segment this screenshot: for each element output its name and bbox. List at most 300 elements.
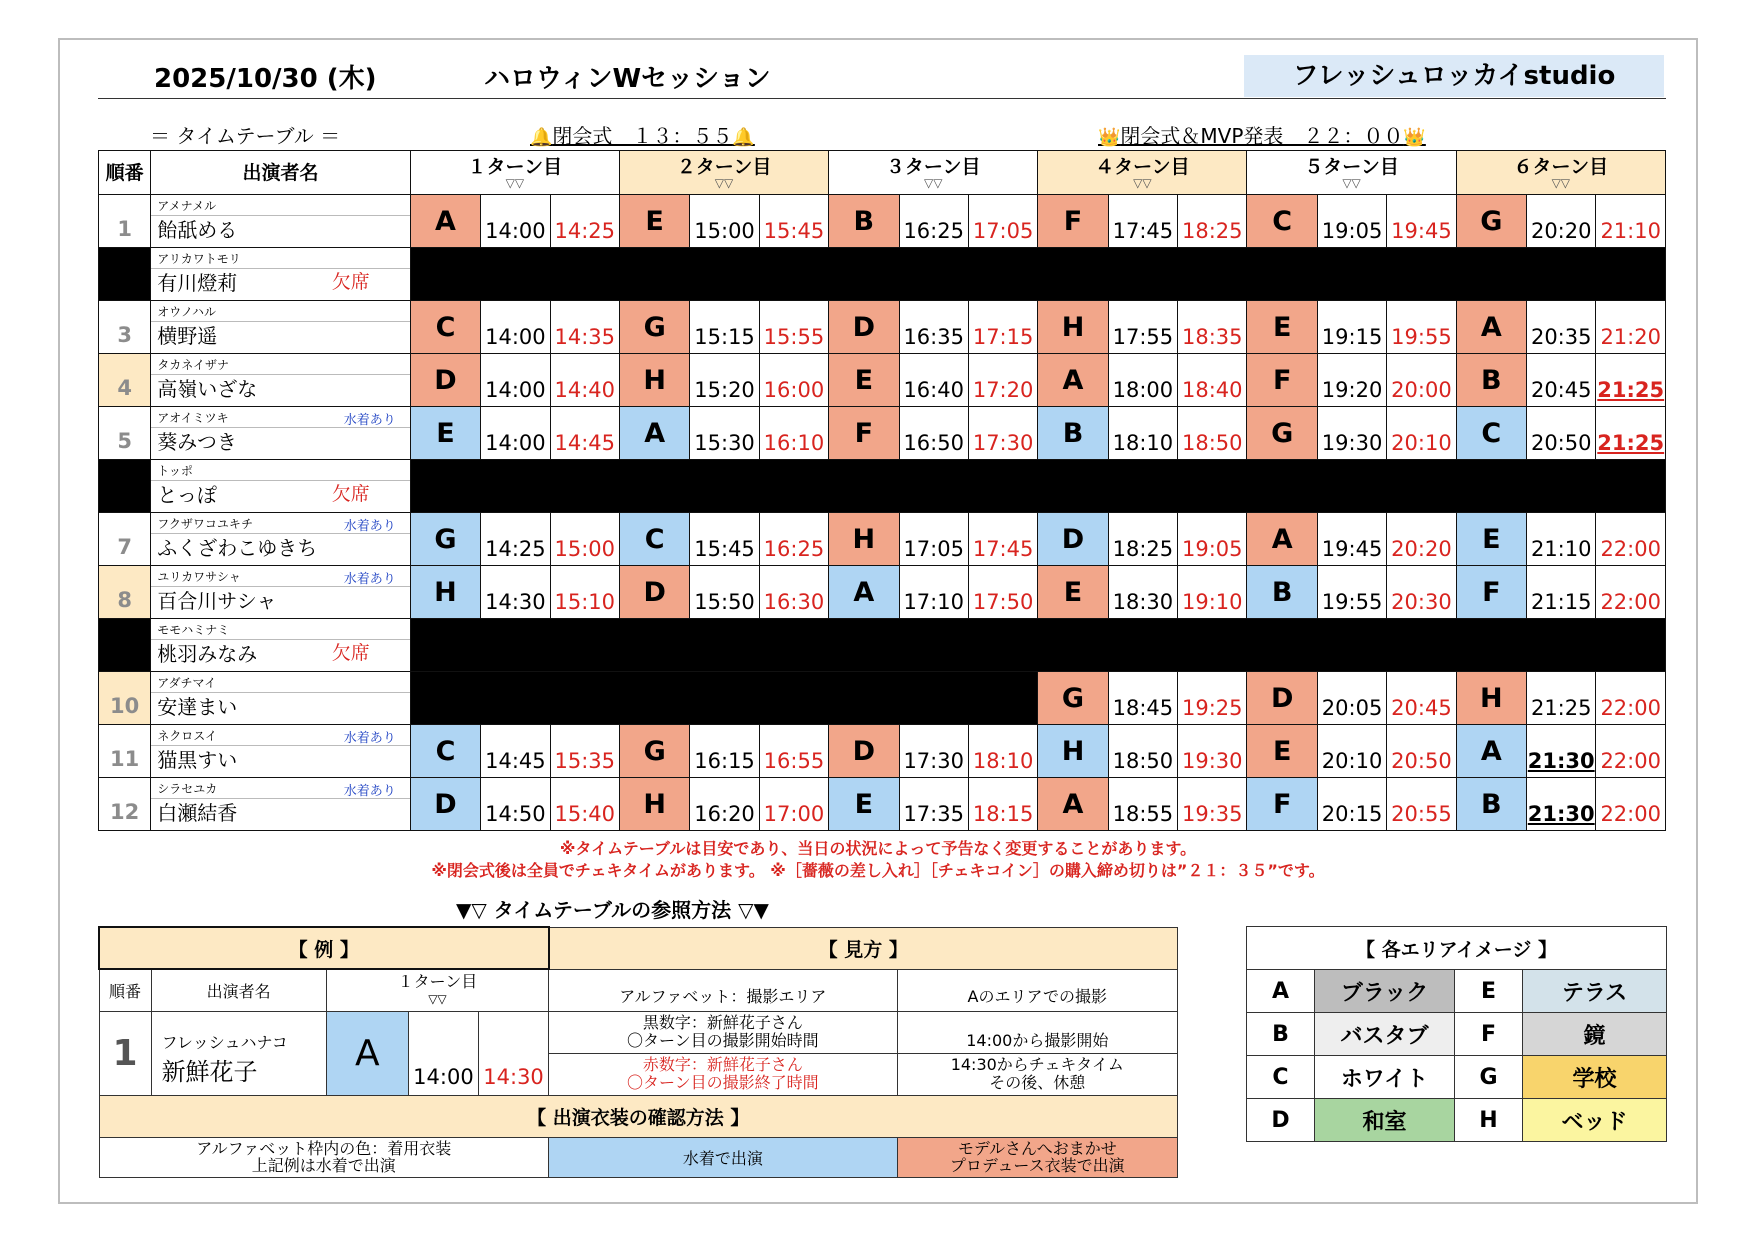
performer-name: 有川燈莉 [157, 271, 238, 295]
area-letter: F [1455, 1013, 1523, 1056]
crown-icon: 👑 [1403, 127, 1426, 148]
area-name: ベッド [1523, 1099, 1667, 1142]
ex-order: 1 [99, 1011, 151, 1095]
slot-end-time: 19:10 [1178, 566, 1247, 619]
performer-cell [151, 248, 410, 301]
slot-end-time: 21:20 [1596, 301, 1666, 354]
slot-start-time: 14:30 [481, 566, 550, 619]
order-number [99, 248, 151, 301]
slot-end-time: 20:45 [1387, 672, 1456, 725]
slot-end-time: 16:10 [759, 407, 828, 460]
slot-end-time: 18:40 [1178, 354, 1247, 407]
howto-end-2: その後、休憩 [989, 1073, 1086, 1092]
performer-kana: アメナメル [157, 199, 217, 213]
howto-area-desc: Aのエリアでの撮影 [897, 969, 1177, 1011]
col-order: 順番 [99, 151, 151, 195]
slot-end-time: 22:00 [1596, 725, 1666, 778]
slot-end-time: 19:30 [1178, 725, 1247, 778]
turn-sub: ▽▽ [923, 175, 943, 190]
slot-start-time: 14:00 [481, 301, 550, 354]
costume-swim: 水着で出演 [549, 1137, 897, 1177]
howto-header: 【 見方 】 [549, 927, 1178, 969]
event-date: 2025/10/30 (木) [154, 64, 377, 94]
performer-row [99, 407, 1666, 460]
slot-end-time: 20:30 [1387, 566, 1456, 619]
performer-kana: タカネイザナ [157, 358, 230, 372]
performer-name: 横野遥 [157, 324, 218, 348]
turn-header-5 [1247, 151, 1456, 195]
slot-area: B [829, 195, 899, 248]
howto-black-num [549, 1011, 897, 1053]
slot-area: D [829, 301, 899, 354]
order-number: 11 [99, 725, 151, 778]
swimsuit-badge: 水着あり [343, 784, 396, 799]
slot-end-time: 19:35 [1178, 778, 1247, 831]
performer-name: 高嶺いざな [157, 377, 258, 401]
slot-start-time: 17:30 [899, 725, 968, 778]
turn-sub: ▽▽ [1551, 175, 1571, 190]
slot-area: F [1247, 778, 1317, 831]
slot-start-time: 17:05 [899, 513, 968, 566]
slot-area: A [829, 566, 899, 619]
slot-end-time: 18:25 [1178, 195, 1247, 248]
howto-black-1: 黒数字：新鮮花子さん [642, 1013, 803, 1032]
slot-end-time: 16:00 [759, 354, 828, 407]
performer-row [99, 725, 1666, 778]
turn-label: ６ターン目 [1513, 155, 1609, 178]
slot-end-time: 18:15 [968, 778, 1037, 831]
ex-end: 14:30 [478, 1011, 548, 1095]
costume-produce [897, 1137, 1177, 1177]
slot-start-time: 16:20 [690, 778, 759, 831]
turn-label: ３ターン目 [885, 155, 981, 178]
performer-kana: シラセユカ [157, 782, 218, 796]
slot-area: F [1456, 566, 1526, 619]
performer-row [99, 248, 1666, 301]
performer-row [99, 672, 1666, 725]
slot-start-time: 20:05 [1317, 672, 1386, 725]
slot-start-time: 18:55 [1108, 778, 1177, 831]
performer-row [99, 195, 1666, 248]
slot-end-time: 15:55 [759, 301, 828, 354]
turn-label: ２ターン目 [676, 155, 772, 178]
order-number: 4 [99, 354, 151, 407]
turn-header-2 [619, 151, 828, 195]
slot-area: H [1038, 301, 1108, 354]
slot-area: H [619, 354, 689, 407]
slot-end-time: 15:45 [759, 195, 828, 248]
performer-row [99, 566, 1666, 619]
slot-start-time: 15:15 [690, 301, 759, 354]
slot-area: B [1247, 566, 1317, 619]
ex-col-performer: 出演者名 [151, 969, 326, 1011]
slot-start-time: 20:50 [1527, 407, 1596, 460]
performer-name: ふくざわこゆきち [157, 536, 318, 560]
slot-end-time: 17:50 [968, 566, 1037, 619]
slot-area: E [410, 407, 480, 460]
slot-area: G [1038, 672, 1108, 725]
slot-end-time: 21:10 [1596, 195, 1666, 248]
ex-turn-label: １ターン目 [397, 971, 478, 991]
performer-name: 百合川サシャ [157, 589, 277, 613]
slot-area: H [829, 513, 899, 566]
area-row [1247, 1013, 1667, 1056]
performer-cell [151, 460, 410, 513]
slot-area: E [619, 195, 689, 248]
col-performer: 出演者名 [151, 151, 410, 195]
performer-cell [151, 672, 410, 725]
swimsuit-badge: 水着あり [343, 519, 396, 534]
turn-sub: ▽▽ [505, 175, 525, 190]
unavailable-block [410, 672, 1038, 725]
slot-end-time: 18:35 [1178, 301, 1247, 354]
slot-area: D [410, 354, 480, 407]
slot-end-time: 19:05 [1178, 513, 1247, 566]
slot-start-time: 21:25 [1527, 672, 1596, 725]
slot-end-time: 17:15 [968, 301, 1037, 354]
slot-end-time: 17:00 [759, 778, 828, 831]
slot-area: C [410, 301, 480, 354]
performer-name: 安達まい [157, 695, 238, 719]
slot-start-time: 17:35 [899, 778, 968, 831]
slot-area: A [1038, 354, 1108, 407]
slot-end-time: 16:55 [759, 725, 828, 778]
absent-badge: 欠席 [331, 483, 370, 505]
slot-area: E [1038, 566, 1108, 619]
slot-start-time: 21:15 [1527, 566, 1596, 619]
slot-end-time: 17:30 [968, 407, 1037, 460]
header-divider [98, 98, 1666, 99]
slot-end-time: 17:20 [968, 354, 1037, 407]
slot-start-time: 15:45 [690, 513, 759, 566]
performer-cell [151, 725, 410, 778]
slot-end-time: 22:00 [1596, 672, 1666, 725]
slot-area: F [1038, 195, 1108, 248]
performer-kana: ネクロスイ [157, 729, 218, 743]
performer-name: とっぽ [157, 483, 217, 507]
area-table [1246, 926, 1667, 1142]
slot-end-time: 21:25 [1596, 354, 1666, 407]
area-letter: C [1247, 1056, 1315, 1099]
slot-area: A [1038, 778, 1108, 831]
order-number [99, 460, 151, 513]
slot-end-time: 16:25 [759, 513, 828, 566]
ex-kana: フレッシュハナコ [161, 1032, 288, 1052]
slot-end-time: 15:00 [550, 513, 619, 566]
slot-area: E [829, 778, 899, 831]
slot-area: H [410, 566, 480, 619]
example-table [98, 926, 1178, 1178]
turn-header-1 [410, 151, 619, 195]
bell-icon: 🔔 [530, 127, 553, 148]
performer-cell [151, 301, 410, 354]
slot-end-time: 15:40 [550, 778, 619, 831]
slot-start-time: 19:45 [1317, 513, 1386, 566]
crown-icon: 👑 [1098, 127, 1121, 148]
slot-end-time: 20:20 [1387, 513, 1456, 566]
slot-start-time: 18:45 [1108, 672, 1177, 725]
costume-header: 【 出演衣装の確認方法 】 [99, 1095, 1178, 1137]
area-name: テラス [1523, 970, 1667, 1013]
performer-cell [151, 778, 410, 831]
slot-end-time: 22:00 [1596, 513, 1666, 566]
performer-kana: トッポ [157, 464, 193, 478]
performer-cell [151, 513, 410, 566]
slot-area: G [1456, 195, 1526, 248]
turn-header-6 [1456, 151, 1665, 195]
slot-area: D [619, 566, 689, 619]
area-letter: D [1247, 1099, 1315, 1142]
slot-end-time: 14:40 [550, 354, 619, 407]
slot-area: C [410, 725, 480, 778]
slot-end-time: 17:45 [968, 513, 1037, 566]
absent-block [410, 460, 1665, 513]
opening-time [530, 120, 755, 149]
area-letter: B [1247, 1013, 1315, 1056]
slot-area: F [829, 407, 899, 460]
swimsuit-badge: 水着あり [343, 731, 396, 746]
slot-start-time: 18:30 [1108, 566, 1177, 619]
slot-end-time: 20:00 [1387, 354, 1456, 407]
area-name: 学校 [1523, 1056, 1667, 1099]
reference-title: ▼▽ タイムテーブルの参照方法 ▽▼ [456, 898, 769, 922]
slot-end-time: 20:55 [1387, 778, 1456, 831]
slot-end-time: 19:55 [1387, 301, 1456, 354]
timetable [98, 150, 1666, 831]
slot-end-time: 22:00 [1596, 778, 1666, 831]
absent-block [410, 248, 1665, 301]
slot-end-time: 21:25 [1596, 407, 1666, 460]
howto-end-1: 14:30からチェキタイム [950, 1055, 1124, 1074]
slot-start-time: 17:55 [1108, 301, 1177, 354]
slot-area: G [619, 725, 689, 778]
slot-end-time: 16:30 [759, 566, 828, 619]
slot-end-time: 20:50 [1387, 725, 1456, 778]
slot-end-time: 19:25 [1178, 672, 1247, 725]
slot-start-time: 18:00 [1108, 354, 1177, 407]
slot-area: E [1456, 513, 1526, 566]
performer-name: 飴舐める [157, 218, 238, 242]
turn-label: ４ターン目 [1095, 155, 1190, 178]
order-number: 3 [99, 301, 151, 354]
slot-start-time: 19:20 [1317, 354, 1386, 407]
slot-area: G [410, 513, 480, 566]
performer-row [99, 778, 1666, 831]
performer-row [99, 301, 1666, 354]
slot-start-time: 16:15 [690, 725, 759, 778]
area-letter: A [1247, 970, 1315, 1013]
closing-text: 閉会式＆MVP発表 ２２：００ [1120, 124, 1404, 148]
ex-col-turn [326, 969, 548, 1011]
costume-explain-1: アルファベット枠内の色：着用衣装 [196, 1139, 452, 1158]
slot-start-time: 21:30 [1527, 725, 1596, 778]
slot-area: E [1247, 301, 1317, 354]
order-number: 1 [99, 195, 151, 248]
slot-area: H [1456, 672, 1526, 725]
slot-start-time: 20:15 [1317, 778, 1386, 831]
howto-red-1: 赤数字：新鮮花子さん [642, 1055, 803, 1074]
performer-kana: アダチマイ [157, 676, 217, 690]
order-number [99, 619, 151, 672]
slot-end-time: 22:00 [1596, 566, 1666, 619]
slot-start-time: 20:45 [1527, 354, 1596, 407]
performer-name: 白瀬結香 [157, 801, 238, 825]
slot-start-time: 14:50 [481, 778, 550, 831]
performer-row [99, 460, 1666, 513]
performer-name: 桃羽みなみ [157, 642, 258, 666]
performer-row [99, 619, 1666, 672]
slot-end-time: 14:25 [550, 195, 619, 248]
ex-col-order: 順番 [99, 969, 151, 1011]
performer-cell [151, 195, 410, 248]
slot-start-time: 21:30 [1527, 778, 1596, 831]
performer-cell [151, 566, 410, 619]
area-name: ホワイト [1315, 1056, 1455, 1099]
area-row [1247, 1099, 1667, 1142]
slot-end-time: 19:45 [1387, 195, 1456, 248]
slot-start-time: 18:10 [1108, 407, 1177, 460]
slot-end-time: 17:05 [968, 195, 1037, 248]
slot-area: H [619, 778, 689, 831]
example-header: 【 例 】 [99, 927, 549, 969]
ex-area: A [326, 1011, 408, 1095]
performer-row [99, 513, 1666, 566]
turn-label: ５ターン目 [1304, 155, 1399, 178]
slot-area: A [1456, 301, 1526, 354]
closing-time [1098, 120, 1426, 149]
turn-sub: ▽▽ [714, 175, 734, 190]
slot-start-time: 15:20 [690, 354, 759, 407]
slot-start-time: 17:45 [1108, 195, 1177, 248]
slot-area: E [1247, 725, 1317, 778]
slot-start-time: 18:25 [1108, 513, 1177, 566]
slot-start-time: 14:25 [481, 513, 550, 566]
costume-explain-2: 上記例は水着で出演 [251, 1156, 396, 1175]
bell-icon: 🔔 [732, 127, 755, 148]
performer-name: 葵みつき [157, 430, 237, 454]
costume-produce-2: プロデュース衣装で出演 [949, 1156, 1125, 1175]
turn-label: １ターン目 [467, 155, 563, 178]
performer-name: 猫黒すい [157, 748, 238, 772]
slot-start-time: 16:40 [899, 354, 968, 407]
order-number: 8 [99, 566, 151, 619]
order-number: 10 [99, 672, 151, 725]
performer-kana: アオイミツキ [157, 411, 229, 425]
slot-end-time: 15:10 [550, 566, 619, 619]
turn-header-4 [1038, 151, 1247, 195]
slot-end-time: 14:45 [550, 407, 619, 460]
slot-start-time: 14:00 [481, 354, 550, 407]
slot-end-time: 15:35 [550, 725, 619, 778]
howto-start-desc: 14:00から撮影開始 [897, 1011, 1177, 1053]
slot-start-time: 14:45 [481, 725, 550, 778]
slot-area: A [1456, 725, 1526, 778]
howto-red-2: 〇ターン目の撮影終了時間 [626, 1073, 819, 1092]
turn-sub: ▽▽ [1342, 175, 1361, 190]
absent-badge: 欠席 [331, 642, 370, 664]
order-number: 12 [99, 778, 151, 831]
turn-sub: ▽▽ [1133, 175, 1152, 190]
absent-badge: 欠席 [331, 271, 370, 293]
slot-area: G [1247, 407, 1317, 460]
performer-cell [151, 354, 410, 407]
slot-start-time: 15:00 [690, 195, 759, 248]
ex-turn-sub: ▽▽ [428, 991, 447, 1006]
slot-area: F [1247, 354, 1317, 407]
slot-start-time: 15:50 [690, 566, 759, 619]
performer-kana: モモハミナミ [157, 623, 230, 637]
slot-area: C [1456, 407, 1526, 460]
slot-start-time: 20:10 [1317, 725, 1386, 778]
turn-header-3 [829, 151, 1038, 195]
costume-explain [99, 1137, 549, 1177]
timetable-header-row [99, 151, 1666, 195]
slot-start-time: 18:50 [1108, 725, 1177, 778]
swimsuit-badge: 水着あり [343, 413, 396, 428]
slot-start-time: 16:25 [899, 195, 968, 248]
slot-start-time: 21:10 [1527, 513, 1596, 566]
slot-start-time: 20:20 [1527, 195, 1596, 248]
slot-area: B [1038, 407, 1108, 460]
area-header: 【 各エリアイメージ 】 [1247, 927, 1667, 970]
slot-area: C [619, 513, 689, 566]
note-line-2: ※閉会式後は全員でチェキタイムがあります。 ※［薔薇の差し入れ］［チェキコイン］の購入締め切りは”２１：３５”です。 [431, 861, 1325, 880]
area-name: 和室 [1315, 1099, 1455, 1142]
slot-area: B [1456, 778, 1526, 831]
slot-area: B [1456, 354, 1526, 407]
performer-cell [151, 407, 410, 460]
slot-start-time: 14:00 [481, 407, 550, 460]
slot-end-time: 14:35 [550, 301, 619, 354]
slot-start-time: 16:50 [899, 407, 968, 460]
slot-start-time: 17:10 [899, 566, 968, 619]
note-line-1: ※タイムテーブルは目安であり、当日の状況によって予告なく変更することがあります。 [559, 839, 1197, 858]
slot-area: D [410, 778, 480, 831]
area-name: ブラック [1315, 970, 1455, 1013]
slot-start-time: 19:05 [1317, 195, 1386, 248]
slot-area: D [1247, 672, 1317, 725]
slot-end-time: 20:10 [1387, 407, 1456, 460]
area-row [1247, 1056, 1667, 1099]
area-name: 鏡 [1523, 1013, 1667, 1056]
slot-area: D [1038, 513, 1108, 566]
ex-start: 14:00 [408, 1011, 478, 1095]
slot-area: A [619, 407, 689, 460]
howto-end-desc [897, 1053, 1177, 1095]
slot-area: G [619, 301, 689, 354]
slot-start-time: 19:55 [1317, 566, 1386, 619]
event-title: ハロウィンWセッション [484, 64, 771, 94]
slot-area: C [1247, 195, 1317, 248]
slot-start-time: 19:30 [1317, 407, 1386, 460]
slot-area: A [410, 195, 480, 248]
performer-kana: アリカワトモリ [157, 252, 241, 266]
ex-performer [151, 1011, 326, 1095]
ex-name: 新鮮花子 [161, 1057, 258, 1086]
opening-text: 閉会式 １３：５５ [552, 124, 733, 148]
slot-start-time: 16:35 [899, 301, 968, 354]
area-row [1247, 970, 1667, 1013]
slot-area: H [1038, 725, 1108, 778]
slot-start-time: 14:00 [481, 195, 550, 248]
performer-kana: オウノハル [157, 305, 216, 319]
performer-kana: フクザワコユキチ [157, 517, 253, 531]
area-letter: H [1455, 1099, 1523, 1142]
order-number: 7 [99, 513, 151, 566]
area-name: バスタブ [1315, 1013, 1455, 1056]
howto-red-num [549, 1053, 897, 1095]
performer-kana: ユリカワサシャ [157, 570, 241, 584]
